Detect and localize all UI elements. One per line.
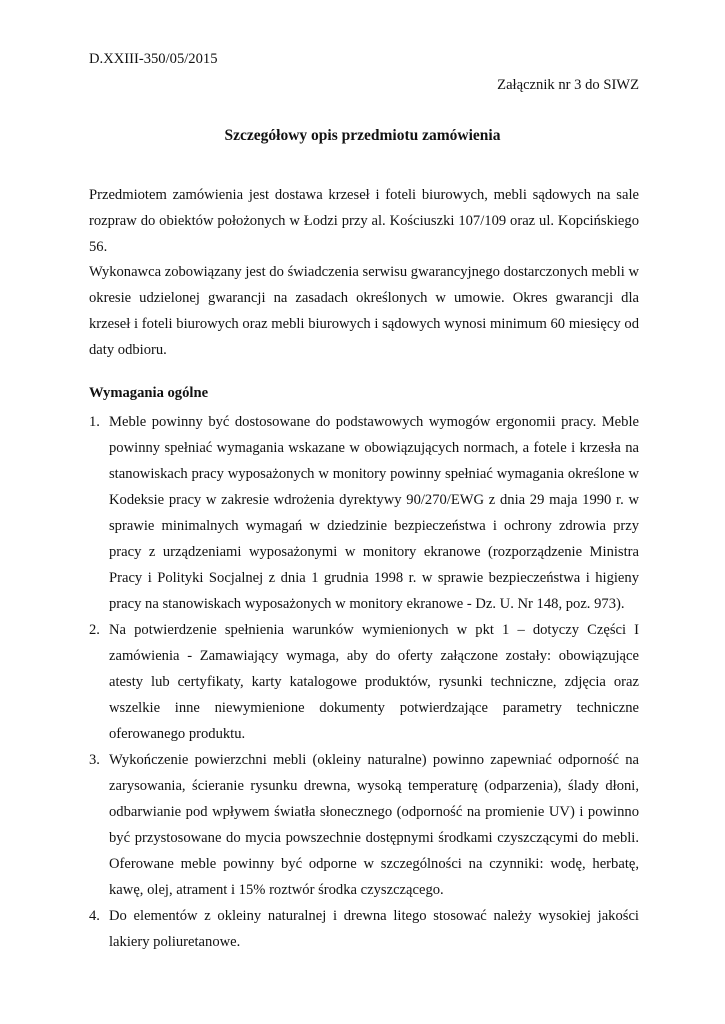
section-heading-general-requirements: Wymagania ogólne [89, 385, 209, 401]
requirement-item [89, 409, 639, 617]
requirement-item [89, 903, 639, 955]
document-reference-number: D.XXIII-350/05/2015 [89, 51, 218, 67]
requirement-text: Do elementów z okleiny naturalnej i drewna litego stosować należy wysokiej jakości lakiery poliuretanowe. [109, 908, 639, 950]
requirements-list [89, 409, 639, 955]
requirement-item [89, 617, 639, 747]
paragraph-subject: Przedmiotem zamówienia jest dostawa krzeseł i foteli biurowych, mebli sądowych na sale rozpraw do obiektów położonych w Łodzi przy al. Kościuszki 107/109 oraz ul. Kopcińskiego 56. [89, 187, 639, 255]
requirement-number: 2. [89, 622, 100, 638]
requirement-item [89, 747, 639, 903]
annex-label: Załącznik nr 3 do SIWZ [497, 77, 639, 93]
requirement-number: 4. [89, 908, 100, 924]
paragraph-warranty: Wykonawca zobowiązany jest do świadczenia serwisu gwarancyjnego dostarczonych mebli w okresie udzielonej gwarancji na zasadach określonych w umowie. Okres gwarancji dla krzeseł i foteli biurowych oraz mebli biurowych i sądowych wynosi minimum 60 miesięcy od daty odbioru. [89, 264, 639, 358]
requirement-number: 3. [89, 752, 100, 768]
document-title: Szczegółowy opis przedmiotu zamówienia [224, 127, 501, 144]
requirement-text: Meble powinny być dostosowane do podstawowych wymogów ergonomii pracy. Meble powinny spełniać wymagania wskazane w obowiązujących normach, a fotele i krzesła na stanowiskach pracy wyposażonych w monitory powinny spełniać wymagania określone w Kodeksie pracy w zakresie wdrożenia dyrektywy 90/270/EWG z dnia 29 maja 1990 r. w sprawie minimalnych wymagań w dziedzinie bezpieczeństwa i ochrony zdrowia przy pracy z urządzeniami wyposażonymi w monitory ekranowe (rozporządzenie Ministra Pracy i Polityki Socjalnej z dnia 1 grudnia 1998 r. w sprawie bezpieczeństwa i higieny pracy na stanowiskach wyposażonych w monitory ekranowe - Dz. U. Nr 148, poz. 973). [109, 414, 639, 612]
requirement-number: 1. [89, 414, 100, 430]
requirement-text: Na potwierdzenie spełnienia warunków wymienionych w pkt 1 – dotyczy Części I zamówienia - Zamawiający wymaga, aby do oferty załączone zostały: obowiązujące atesty lub certyfikaty, karty katalogowe produktów, rysunki techniczne, zdjęcia oraz wszelkie inne niewymienione dokumenty potwierdzające parametry techniczne oferowanego produktu. [109, 622, 639, 742]
requirement-text: Wykończenie powierzchni mebli (okleiny naturalne) powinno zapewniać odporność na zarysowania, ścieranie rysunku drewna, wysoką temperaturę (odparzenia), ślady dłoni, odbarwianie pod wpływem światła słonecznego (odporność na promienie UV) i powinno być przystosowane do mycia powszechnie dostępnymi środkami czyszczącymi do mebli. Oferowane meble powinny być odporne w szczególności na czynniki: wodę, herbatę, kawę, olej, atrament i 15% roztwór środka czyszczącego. [109, 752, 639, 898]
